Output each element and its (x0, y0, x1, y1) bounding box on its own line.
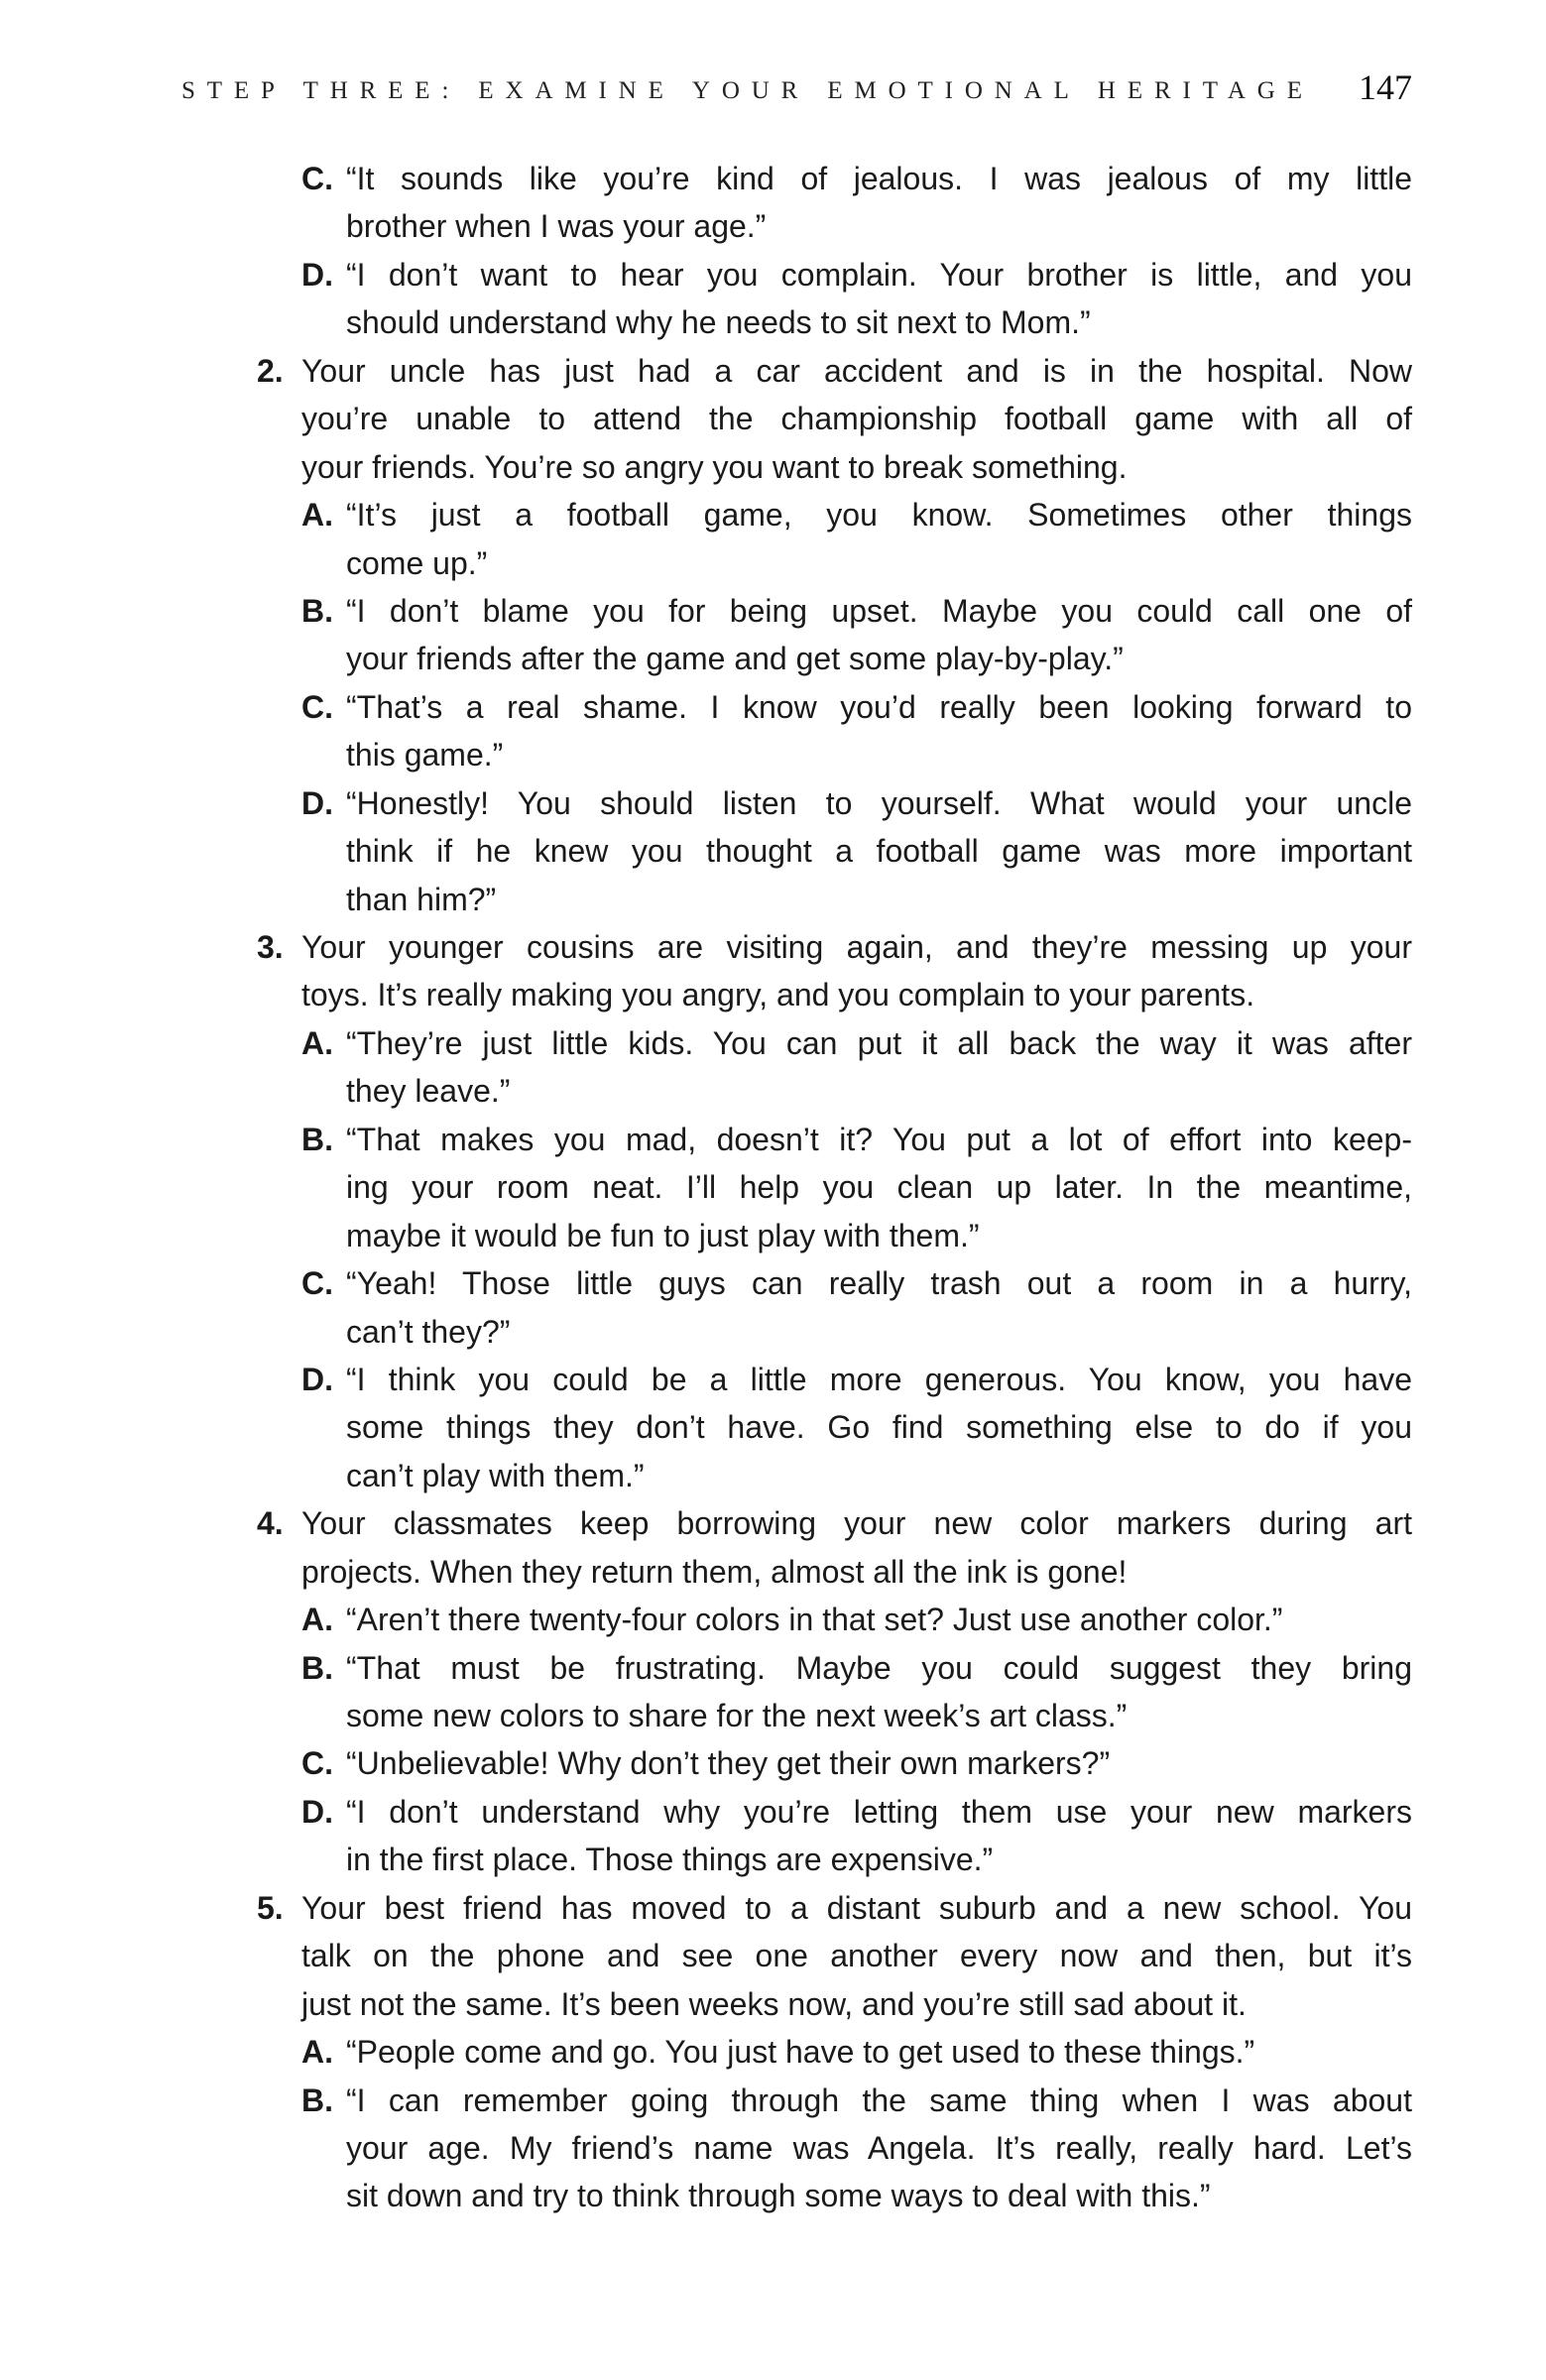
option-letter: A. (301, 497, 333, 534)
question-item (0, 923, 1546, 1019)
option-letter: D. (301, 784, 333, 821)
option-letter: A. (301, 1024, 333, 1061)
text-line: “That’s a real shame. I know you’d really been looking forward to (346, 688, 1412, 725)
text-line: “People come and go. You just have to get used to these things.” (346, 2034, 1255, 2071)
text-line: your friends. You’re so angry you want to break something. (301, 448, 1128, 485)
text-line: your friends after the game and get some play-by-play.” (346, 641, 1124, 677)
question-item (0, 1499, 1546, 1596)
answer-option (0, 491, 1546, 587)
answer-option (0, 1019, 1546, 1116)
text-line: in the first place. Those things are expensive.” (346, 1842, 994, 1878)
answer-option (0, 1116, 1546, 1259)
text-line: come up.” (346, 544, 488, 581)
option-letter: C. (301, 1265, 333, 1302)
text-line: “They’re just little kids. You can put it all back the way it was after (346, 1024, 1412, 1061)
answer-option (0, 2077, 1546, 2220)
text-line: “I don’t blame you for being upset. Maybe you could call one of (346, 592, 1412, 629)
text-line: “It sounds like you’re kind of jealous. I was jealous of my little (346, 161, 1412, 196)
answer-option (0, 683, 1546, 779)
text-line: can’t they?” (346, 1313, 511, 1350)
text-line: this game.” (346, 737, 504, 774)
answer-option (0, 587, 1546, 683)
text-line: “I don’t want to hear you complain. Your brother is little, and you (346, 256, 1412, 293)
option-letter: A. (301, 1602, 333, 1638)
text-line: your age. My friend’s name was Angela. It’s really, really hard. Let’s (346, 2129, 1412, 2166)
option-letter: A. (301, 2034, 333, 2071)
option-letter: C. (301, 1745, 333, 1782)
answer-option (0, 1644, 1546, 1740)
text-line: Your best friend has moved to a distant suburb and a new school. You (301, 1889, 1412, 1926)
question-number: 3. (257, 929, 284, 965)
answer-option (0, 251, 1546, 347)
text-line: they leave.” (346, 1073, 511, 1110)
question-number: 5. (257, 1889, 284, 1926)
text-line: maybe it would be fun to just play with them.” (346, 1217, 980, 1253)
text-line: “That must be frustrating. Maybe you could suggest they bring (346, 1649, 1412, 1686)
question-item (0, 1884, 1546, 2028)
text-line: brother when I was your age.” (346, 208, 767, 245)
running-head: STEP THREE: EXAMINE YOUR EMOTIONAL HERITAGE (181, 77, 1314, 104)
answer-option (0, 2028, 1546, 2076)
text-line: “Unbelievable! Why don’t they get their own markers?” (346, 1745, 1111, 1782)
text-line: “Yeah! Those little guys can really trash out a room in a hurry, (346, 1265, 1412, 1302)
text-line: “I don’t understand why you’re letting them use your new markers (346, 1793, 1412, 1830)
answer-option (0, 1739, 1546, 1787)
text-line: toys. It’s really making you angry, and you complain to your parents. (301, 977, 1255, 1013)
text-line: some things they don’t have. Go find something else to do if you (346, 1409, 1412, 1446)
text-line: talk on the phone and see one another every now and then, but it’s (301, 1938, 1412, 1974)
option-letter: B. (301, 2082, 333, 2118)
text-line: Your younger cousins are visiting again, and they’re messing up your (301, 929, 1412, 965)
text-line: you’re unable to attend the championship football game with all of (301, 401, 1412, 437)
text-line: just not the same. It’s been weeks now, and you’re still sad about it. (301, 1985, 1247, 2022)
text-line: sit down and try to think through some ways to deal with this.” (346, 2178, 1211, 2214)
question-number: 4. (257, 1505, 284, 1542)
option-letter: B. (301, 1649, 333, 1686)
text-line: “I think you could be a little more generous. You know, you have (346, 1361, 1412, 1397)
text-line: “I can remember going through the same thing when I was about (346, 2082, 1412, 2118)
answer-option (0, 1356, 1546, 1499)
question-number: 2. (257, 352, 284, 389)
page-number: 147 (1359, 67, 1412, 107)
text-line: “It’s just a football game, you know. Sometimes other things (346, 497, 1412, 534)
option-letter: B. (301, 1121, 333, 1157)
text-line: think if he knew you thought a football game was more important (346, 833, 1412, 870)
option-letter: C. (301, 688, 333, 725)
page-body (0, 155, 1546, 2220)
option-letter: D. (301, 256, 333, 293)
text-line: “Honestly! You should listen to yourself. What would your uncle (346, 784, 1412, 821)
text-line: projects. When they return them, almost all the ink is gone! (301, 1553, 1128, 1590)
answer-option (0, 1788, 1546, 1884)
text-line: “That makes you mad, doesn’t it? You put a lot of effort into keep- (346, 1121, 1412, 1157)
option-letter: D. (301, 1361, 333, 1397)
text-line: Your uncle has just had a car accident and is in the hospital. Now (301, 352, 1412, 389)
text-line: than him?” (346, 881, 497, 917)
answer-option (0, 1259, 1546, 1356)
text-line: should understand why he needs to sit next to Mom.” (346, 304, 1091, 341)
answer-option (0, 155, 1546, 251)
option-letter: B. (301, 592, 333, 629)
text-line: “Aren’t there twenty-four colors in that set? Just use another color.” (346, 1602, 1283, 1638)
answer-option (0, 1596, 1546, 1643)
text-line: can’t play with them.” (346, 1457, 645, 1493)
option-letter: C. (301, 161, 333, 196)
option-letter: D. (301, 1793, 333, 1830)
answer-option (0, 779, 1546, 923)
text-line: ing your room neat. I’ll help you clean up later. In the meantime, (346, 1169, 1412, 1206)
text-line: Your classmates keep borrowing your new color markers during art (301, 1505, 1412, 1542)
question-item (0, 347, 1546, 491)
text-line: some new colors to share for the next week’s art class.” (346, 1698, 1128, 1733)
